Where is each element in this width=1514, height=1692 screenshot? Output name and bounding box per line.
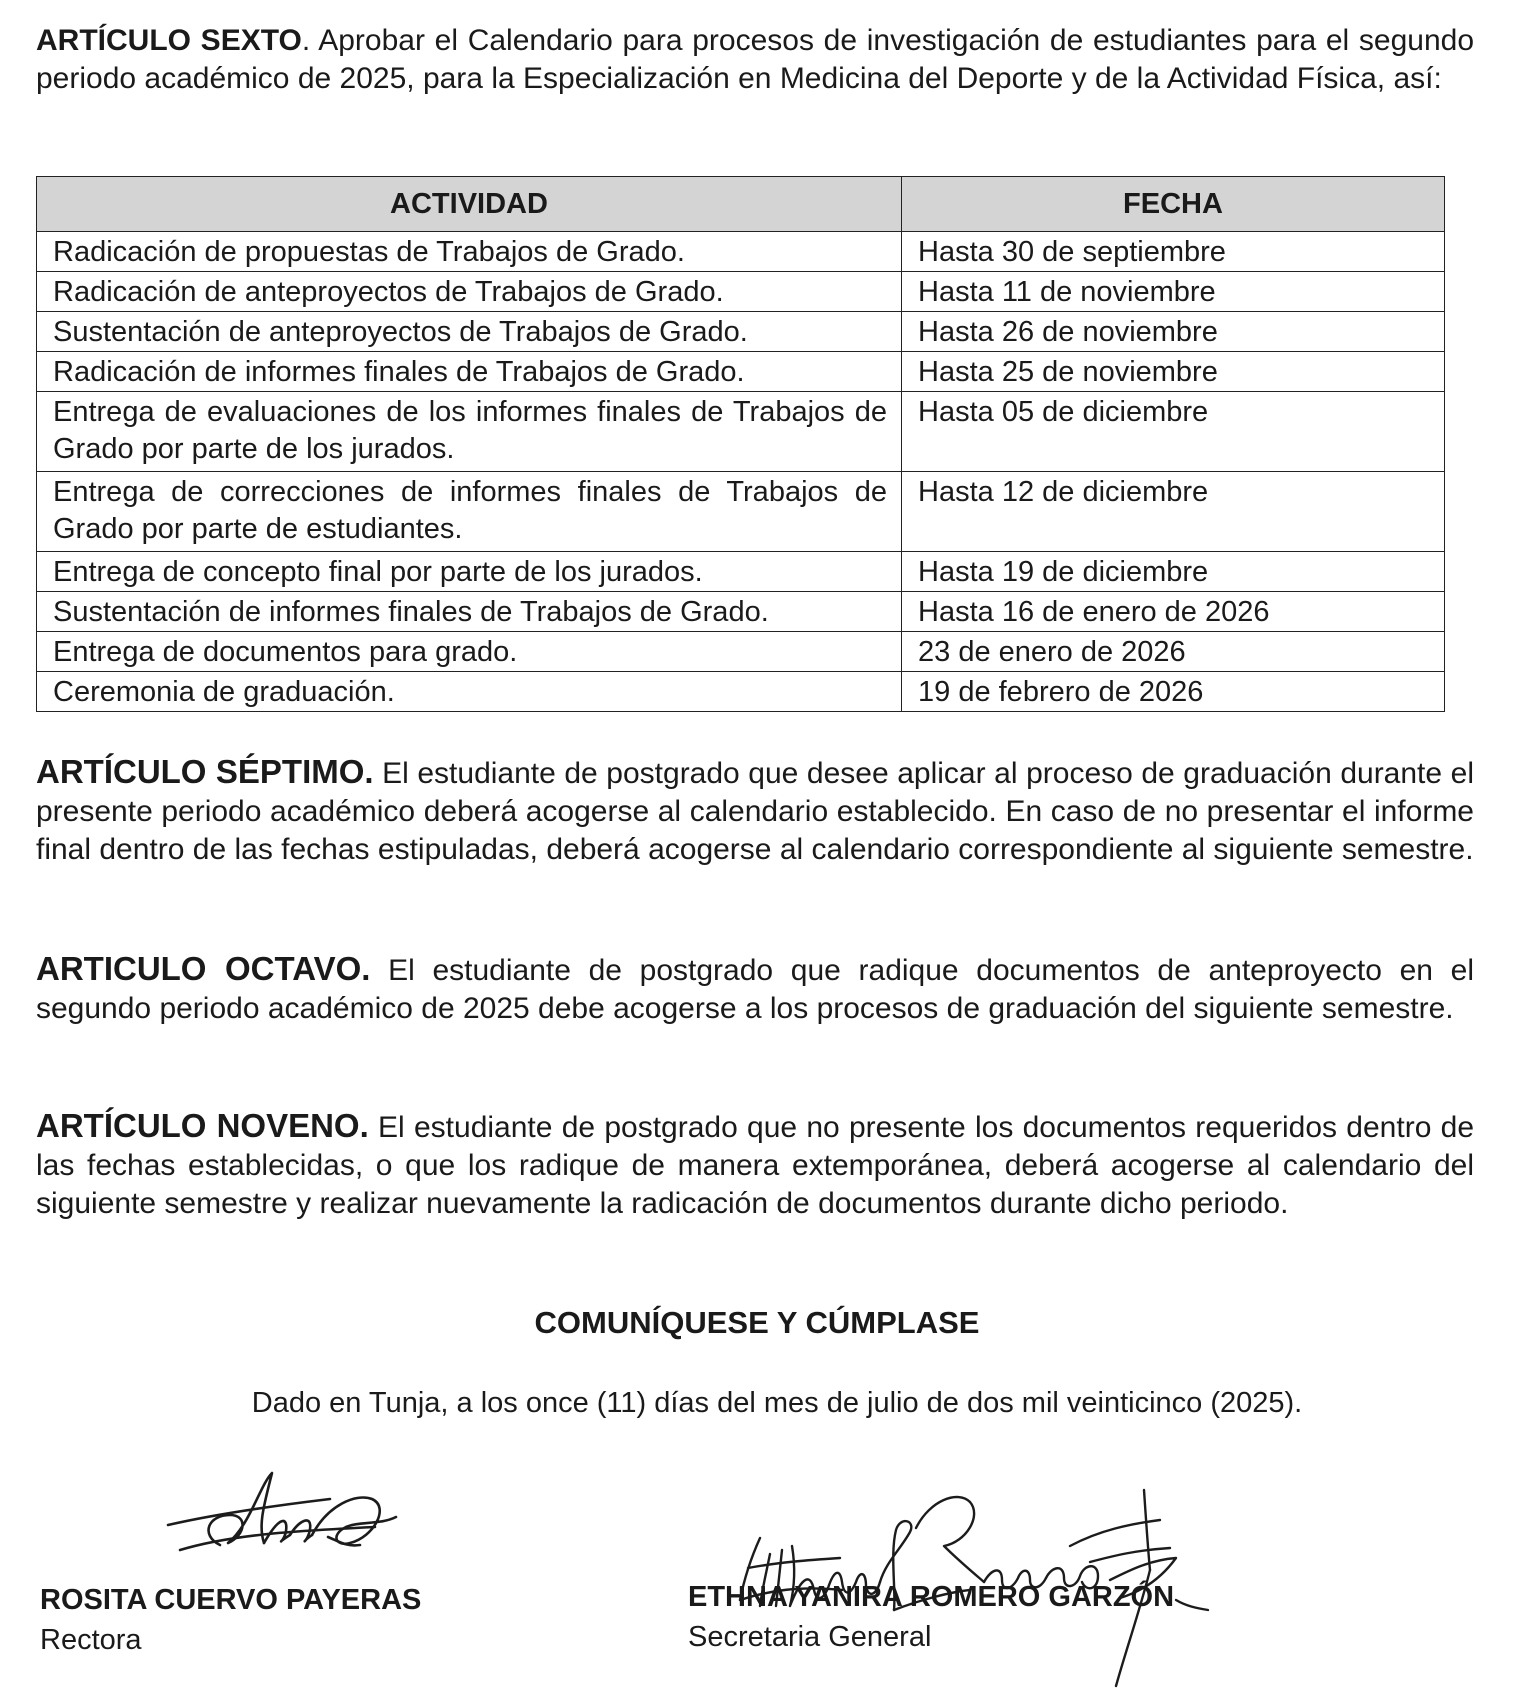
articulo-sexto (36, 22, 1474, 98)
cell-actividad: Radicación de propuestas de Trabajos de Grado. (37, 232, 902, 272)
articulo-octavo-heading: ARTICULO OCTAVO. (36, 950, 371, 987)
cell-fecha: Hasta 30 de septiembre (902, 232, 1445, 272)
header-fecha: FECHA (902, 177, 1445, 232)
cell-actividad: Radicación de informes finales de Trabajos de Grado. (37, 352, 902, 392)
table-row (37, 352, 1445, 392)
signer-secretaria (688, 1577, 1174, 1657)
cell-actividad: Sustentación de informes finales de Trabajos de Grado. (37, 592, 902, 632)
cell-fecha: Hasta 19 de diciembre (902, 552, 1445, 592)
articulo-septimo-heading: ARTÍCULO SÉPTIMO. (36, 753, 374, 790)
calendar-table (36, 176, 1445, 712)
table-row (37, 232, 1445, 272)
cell-actividad: Entrega de correcciones de informes finales de Trabajos de Grado por parte de estudiantes. (37, 472, 902, 552)
cell-fecha: Hasta 12 de diciembre (902, 472, 1445, 552)
signer-rectora (40, 1580, 421, 1660)
signature-rectora (160, 1465, 420, 1575)
cell-actividad: Radicación de anteproyectos de Trabajos de Grado. (37, 272, 902, 312)
cell-fecha: Hasta 16 de enero de 2026 (902, 592, 1445, 632)
table-row (37, 392, 1445, 472)
cell-fecha: Hasta 25 de noviembre (902, 352, 1445, 392)
signer-role: Rectora (40, 1624, 142, 1656)
cell-fecha: 23 de enero de 2026 (902, 632, 1445, 672)
articulo-septimo (36, 753, 1474, 869)
articulo-sexto-text: . Aprobar el Calendario para procesos de investigación de estudiantes para el segundo periodo académico de 2025, para la Especialización en Medicina del Deporte y de la Actividad Física, así: (36, 24, 1475, 95)
table-row (37, 272, 1445, 312)
articulo-septimo-text: El estudiante de postgrado que desee aplicar al proceso de graduación durante el presente periodo académico deberá acogerse al calendario establecido. En caso de no presentar el informe final dentro de las fechas estipuladas, deberá acogerse al calendario correspondiente al siguiente semestre. (36, 757, 1474, 866)
comuniquese-heading: COMUNÍQUESE Y CÚMPLASE (534, 1305, 980, 1340)
cell-fecha: Hasta 11 de noviembre (902, 272, 1445, 312)
signer-name: ETHNA YANIRA ROMERO GARZÓN (688, 1581, 1175, 1613)
cell-actividad: Entrega de documentos para grado. (37, 632, 902, 672)
articulo-octavo-text: El estudiante de postgrado que radique documentos de anteproyecto en el segundo periodo académico de 2025 debe acogerse a los procesos de graduación del siguiente semestre. (36, 954, 1474, 1025)
articulo-noveno-text: El estudiante de postgrado que no presente los documentos requeridos dentro de las fechas establecidas, o que los radique de manera extemporánea, deberá acogerse al calendario del siguiente semestre y realizar nuevamente la radicación de documentos durante dicho periodo. (36, 1111, 1475, 1220)
cell-fecha: 19 de febrero de 2026 (902, 672, 1445, 712)
cell-actividad: Entrega de concepto final por parte de los jurados. (37, 552, 902, 592)
table-row (37, 552, 1445, 592)
signer-name: ROSITA CUERVO PAYERAS (40, 1584, 422, 1616)
table-row (37, 312, 1445, 352)
articulo-sexto-heading: ARTÍCULO SEXTO (36, 24, 302, 57)
cell-fecha: Hasta 26 de noviembre (902, 312, 1445, 352)
cell-fecha: Hasta 05 de diciembre (902, 392, 1445, 472)
cell-actividad: Entrega de evaluaciones de los informes finales de Trabajos de Grado por parte de los jurados. (37, 392, 902, 472)
table-row (37, 592, 1445, 632)
table-header-row (37, 177, 1445, 232)
table-row (37, 472, 1445, 552)
articulo-octavo (36, 950, 1474, 1028)
cell-actividad: Ceremonia de graduación. (37, 672, 902, 712)
header-actividad: ACTIVIDAD (37, 177, 902, 232)
table-row (37, 672, 1445, 712)
cell-actividad: Sustentación de anteproyectos de Trabajos de Grado. (37, 312, 902, 352)
table-row (37, 632, 1445, 672)
signer-role: Secretaria General (688, 1621, 932, 1653)
dado-en-text: Dado en Tunja, a los once (11) días del mes de julio de dos mil veinticinco (2025). (251, 1387, 1303, 1419)
articulo-noveno-heading: ARTÍCULO NOVENO. (36, 1107, 369, 1144)
articulo-noveno (36, 1107, 1474, 1223)
